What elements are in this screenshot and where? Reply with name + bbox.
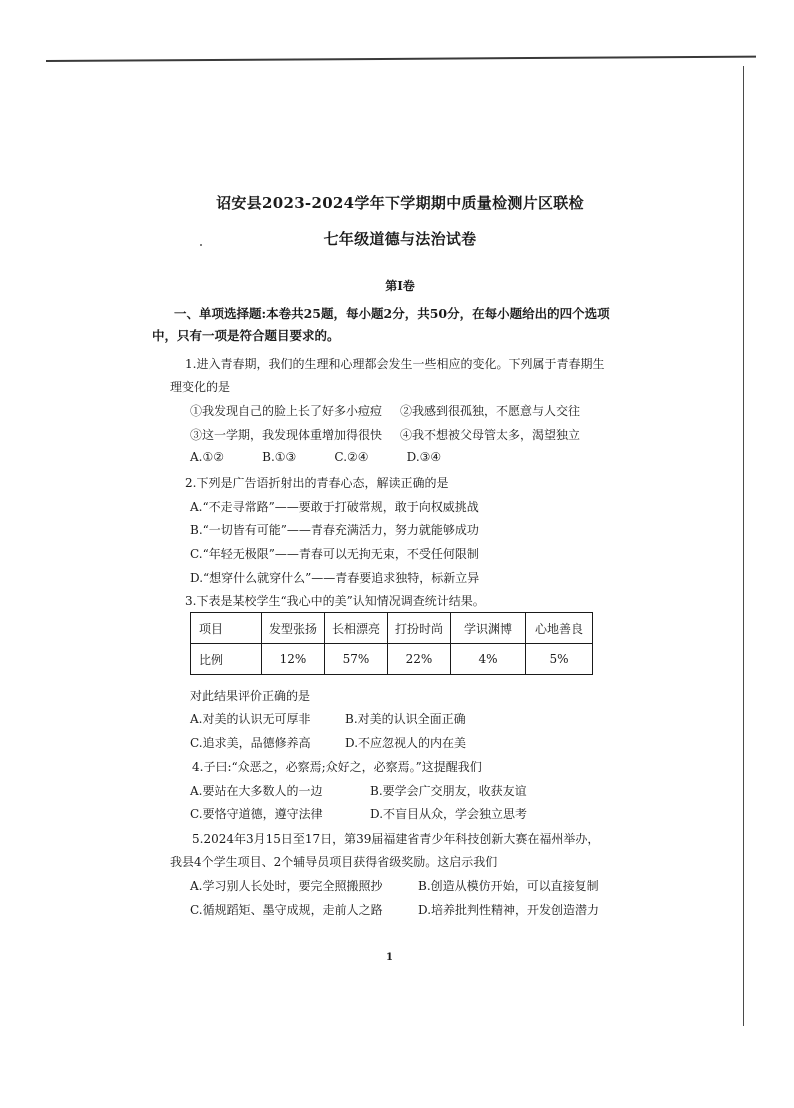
q5-stem-line2: 我县4个学生项目、2个辅导员项目获得省级奖励。这启示我们 <box>170 855 498 869</box>
q3-option-a: A.对美的认识无可厚非 <box>190 712 311 726</box>
q2-option-a: A.“不走寻常路”——要敢于打破常规，敢于向权威挑战 <box>190 500 479 514</box>
table-cell: 4% <box>451 644 526 675</box>
q2-stem: 2.下列是广告语折射出的青春心态，解读正确的是 <box>185 476 449 490</box>
section-instructions: 一、单项选择题:本卷共25题，每小题2分，共50分，在每小题给出的四个选项中，只有一项是符合题目要求的。 <box>152 306 610 343</box>
table-header-cell: 发型张扬 <box>262 613 325 644</box>
q4-option-d: D.不盲目从众，学会独立思考 <box>370 807 528 821</box>
q5-option-c: C.循规蹈矩、墨守成规，走前人之路 <box>190 903 383 917</box>
q2-option-d: D.“想穿什么就穿什么”——青春要追求独特，标新立异 <box>190 571 480 585</box>
q4-option-c: C.要恪守道德，遵守法律 <box>190 807 323 821</box>
table-header-row <box>191 613 593 644</box>
exam-title: 诏安县2023-2024学年下学期期中质量检测片区联检 <box>216 194 584 212</box>
q3-stem: 3.下表是某校学生“我心中的美”认知情况调查统计结果。 <box>185 594 485 608</box>
table-header-cell: 长相漂亮 <box>325 613 388 644</box>
q3-follow-up: 对此结果评价正确的是 <box>190 689 311 703</box>
q4-option-b: B.要学会广交朋友，收获友谊 <box>370 784 527 798</box>
table-header-cell: 项目 <box>191 613 262 644</box>
q1-item-3: ③这一学期，我发现体重增加得很快 <box>190 428 383 442</box>
table-cell: 5% <box>526 644 593 675</box>
q1-item-1: ①我发现自己的脸上长了好多小痘痘 <box>190 404 383 418</box>
q5-option-d: D.培养批判性精神，开发创造潜力 <box>418 903 600 917</box>
volume-heading: 第Ⅰ卷 <box>385 279 415 293</box>
exam-subtitle: 七年级道德与法治试卷 <box>323 230 477 248</box>
survey-table <box>190 612 593 675</box>
paper-top-edge <box>46 56 756 62</box>
page-number: 1 <box>386 952 393 963</box>
q5-option-a: A.学习别人长处时，要完全照搬照抄 <box>190 879 383 893</box>
q1-stem-line2: 理变化的是 <box>170 380 231 394</box>
q2-option-c: C.“年轻无极限”——青春可以无拘无束，不受任何限制 <box>190 547 479 561</box>
q3-option-d: D.不应忽视人的内在美 <box>345 736 467 750</box>
q4-option-a: A.要站在大多数人的一边 <box>190 784 323 798</box>
q5-stem-line1: 5.2024年3月15日至17日，第39届福建省青少年科技创新大赛在福州举办， <box>192 832 600 846</box>
q1-options: A.①② B.①③ C.②④ D.③④ <box>190 450 442 464</box>
table-cell: 22% <box>388 644 451 675</box>
q4-stem: 4.子曰:“众恶之，必察焉;众好之，必察焉。”这提醒我们 <box>192 760 482 774</box>
table-cell: 57% <box>325 644 388 675</box>
q5-option-b: B.创造从模仿开始，可以直接复制 <box>418 879 599 893</box>
table-header-cell: 学识渊博 <box>451 613 526 644</box>
table-cell: 12% <box>262 644 325 675</box>
table-cell: 比例 <box>191 644 262 675</box>
q1-item-2: ②我感到很孤独，不愿意与人交往 <box>400 404 581 418</box>
q1-stem-line1: 1.进入青春期，我们的生理和心理都会发生一些相应的变化。下列属于青春期生 <box>185 357 605 371</box>
table-header-cell: 心地善良 <box>526 613 593 644</box>
q3-option-c: C.追求美，品德修养高 <box>190 736 311 750</box>
q3-option-b: B.对美的认识全面正确 <box>345 712 466 726</box>
table-row <box>191 644 593 675</box>
paper-right-edge <box>743 66 744 1026</box>
q1-item-4: ④我不想被父母管太多，渴望独立 <box>400 428 581 442</box>
q2-option-b: B.“一切皆有可能”——青春充满活力，努力就能够成功 <box>190 523 479 537</box>
table-header-cell: 打扮时尚 <box>388 613 451 644</box>
